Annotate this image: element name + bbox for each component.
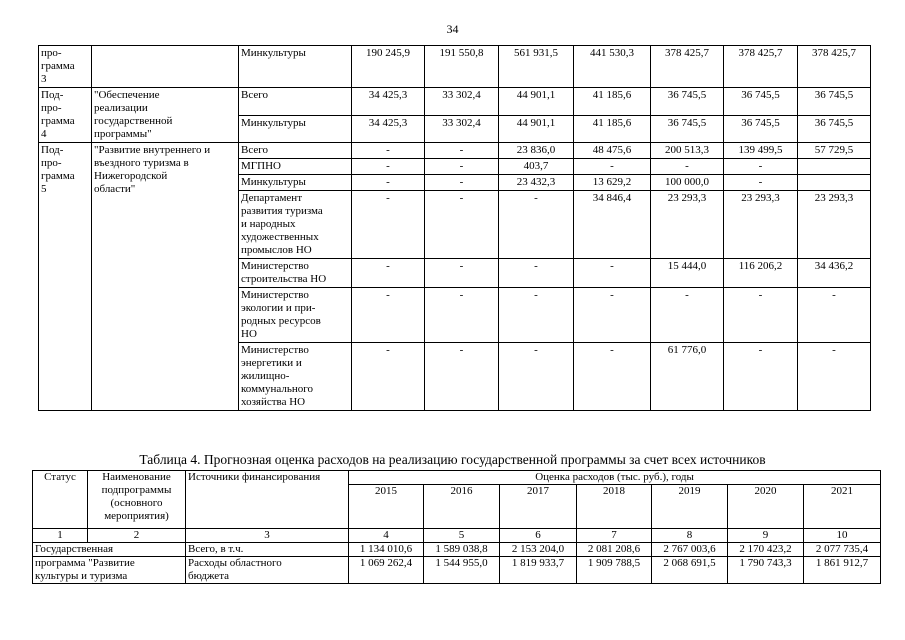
value-cell: 561 931,5: [499, 46, 574, 88]
value-cell: 36 745,5: [724, 88, 798, 116]
year-header: 2019: [652, 485, 728, 529]
page-number: 34: [446, 22, 459, 36]
value-cell: 36 745,5: [724, 115, 798, 143]
value-cell: 34 846,4: [574, 191, 651, 259]
value-cell: -: [425, 191, 499, 259]
table-row: [39, 88, 871, 116]
value-cell: -: [499, 288, 574, 343]
value-cell: 44 901,1: [499, 115, 574, 143]
value-cell: 61 776,0: [651, 343, 724, 411]
value-cell: 2 170 423,2: [728, 543, 804, 557]
value-cell: -: [425, 288, 499, 343]
value-cell: -: [798, 343, 871, 411]
value-cell: 403,7: [499, 159, 574, 175]
value-cell: -: [352, 175, 425, 191]
col-number: 5: [424, 529, 500, 543]
col-number: 8: [652, 529, 728, 543]
value-cell: 48 475,6: [574, 143, 651, 159]
value-cell: -: [574, 259, 651, 288]
value-cell: -: [352, 343, 425, 411]
value-cell: 2 153 204,0: [500, 543, 577, 557]
header-name: Наименование подпрограммы (основного мероприятия): [88, 471, 186, 529]
value-cell: 23 293,3: [798, 191, 871, 259]
value-cell: 2 068 691,5: [652, 557, 728, 584]
table-caption: Таблица 4. Прогнозная оценка расходов на реализацию государственной программы за счет всех источников: [139, 452, 766, 467]
value-cell: 41 185,6: [574, 115, 651, 143]
value-cell: 1 819 933,7: [500, 557, 577, 584]
col-number: 1: [33, 529, 88, 543]
header-status: Статус: [33, 471, 88, 529]
value-cell: -: [724, 288, 798, 343]
value-cell: -: [352, 288, 425, 343]
status-cell: программа "Развитие культуры и туризма: [33, 557, 186, 584]
value-cell: -: [651, 159, 724, 175]
value-cell: -: [724, 159, 798, 175]
value-cell: 100 000,0: [651, 175, 724, 191]
value-cell: -: [724, 175, 798, 191]
value-cell: 34 436,2: [798, 259, 871, 288]
value-cell: 2 767 003,6: [652, 543, 728, 557]
source-cell: Минкультуры: [239, 175, 352, 191]
year-header: 2021: [804, 485, 881, 529]
value-cell: 13 629,2: [574, 175, 651, 191]
value-cell: 378 425,7: [651, 46, 724, 88]
value-cell: -: [574, 288, 651, 343]
subprogram-name-cell: [92, 46, 239, 88]
table-row: [39, 143, 871, 159]
value-cell: 1 069 262,4: [349, 557, 424, 584]
value-cell: 15 444,0: [651, 259, 724, 288]
value-cell: -: [798, 288, 871, 343]
value-cell: -: [425, 175, 499, 191]
value-cell: 378 425,7: [798, 46, 871, 88]
value-cell: -: [425, 143, 499, 159]
source-cell: Расходы областного бюджета: [186, 557, 349, 584]
source-cell: МГПНО: [239, 159, 352, 175]
header-expenses: Оценка расходов (тыс. руб.), годы: [349, 471, 881, 485]
table-row: [39, 46, 871, 88]
value-cell: -: [574, 159, 651, 175]
value-cell: -: [724, 343, 798, 411]
source-cell: Минкультуры: [239, 46, 352, 88]
source-cell: Министерство энергетики и жилищно- коммунального хозяйства НО: [239, 343, 352, 411]
year-header: 2020: [728, 485, 804, 529]
value-cell: 23 293,3: [724, 191, 798, 259]
subprogram-funding-table: [38, 45, 871, 411]
source-cell: Всего, в т.ч.: [186, 543, 349, 557]
source-cell: Министерство строительства НО: [239, 259, 352, 288]
col-number: 3: [186, 529, 349, 543]
value-cell: 36 745,5: [798, 88, 871, 116]
source-cell: Минкультуры: [239, 115, 352, 143]
subprogram-name-cell: "Обеспечение реализации государственной программы": [92, 88, 239, 143]
value-cell: -: [425, 259, 499, 288]
col-number: 9: [728, 529, 804, 543]
value-cell: -: [352, 143, 425, 159]
value-cell: 36 745,5: [651, 115, 724, 143]
col-number: 4: [349, 529, 424, 543]
value-cell: 2 077 735,4: [804, 543, 881, 557]
col-number: 2: [88, 529, 186, 543]
value-cell: -: [425, 159, 499, 175]
value-cell: 41 185,6: [574, 88, 651, 116]
value-cell: 57 729,5: [798, 143, 871, 159]
value-cell: 1 909 788,5: [577, 557, 652, 584]
value-cell: [798, 175, 871, 191]
year-header: 2016: [424, 485, 500, 529]
value-cell: -: [499, 191, 574, 259]
source-cell: Департамент развития туризма и народных художественных промыслов НО: [239, 191, 352, 259]
value-cell: 139 499,5: [724, 143, 798, 159]
header-row: [33, 471, 881, 485]
source-cell: Министерство экологии и при- родных ресурсов НО: [239, 288, 352, 343]
col-number: 6: [500, 529, 577, 543]
value-cell: 378 425,7: [724, 46, 798, 88]
value-cell: -: [499, 343, 574, 411]
value-cell: 23 293,3: [651, 191, 724, 259]
value-cell: 1 589 038,8: [424, 543, 500, 557]
value-cell: 441 530,3: [574, 46, 651, 88]
value-cell: 1 861 912,7: [804, 557, 881, 584]
value-cell: 34 425,3: [352, 115, 425, 143]
value-cell: 200 513,3: [651, 143, 724, 159]
value-cell: -: [352, 159, 425, 175]
value-cell: 23 432,3: [499, 175, 574, 191]
value-cell: 34 425,3: [352, 88, 425, 116]
status-cell: Под- про- грамма 5: [39, 143, 92, 411]
value-cell: 23 836,0: [499, 143, 574, 159]
year-header: 2017: [500, 485, 577, 529]
value-cell: 116 206,2: [724, 259, 798, 288]
col-number: 10: [804, 529, 881, 543]
source-cell: Всего: [239, 143, 352, 159]
value-cell: 190 245,9: [352, 46, 425, 88]
value-cell: 33 302,4: [425, 88, 499, 116]
forecast-expenses-table: [32, 470, 881, 584]
table-row: [33, 543, 881, 557]
value-cell: -: [352, 191, 425, 259]
status-cell: Под- про- грамма 4: [39, 88, 92, 143]
value-cell: 33 302,4: [425, 115, 499, 143]
value-cell: -: [574, 343, 651, 411]
value-cell: 2 081 208,6: [577, 543, 652, 557]
value-cell: 44 901,1: [499, 88, 574, 116]
value-cell: 1 790 743,3: [728, 557, 804, 584]
subprogram-name-cell: "Развитие внутреннего и въездного туризма в Нижегородской области": [92, 143, 239, 411]
value-cell: 1 544 955,0: [424, 557, 500, 584]
value-cell: -: [425, 343, 499, 411]
year-header: 2018: [577, 485, 652, 529]
value-cell: -: [352, 259, 425, 288]
value-cell: -: [499, 259, 574, 288]
source-cell: Всего: [239, 88, 352, 116]
status-cell: про- грамма 3: [39, 46, 92, 88]
value-cell: 36 745,5: [798, 115, 871, 143]
table-row: [33, 557, 881, 584]
value-cell: 191 550,8: [425, 46, 499, 88]
value-cell: [798, 159, 871, 175]
year-header: 2015: [349, 485, 424, 529]
header-source: Источники финансирования: [186, 471, 349, 529]
col-number: 7: [577, 529, 652, 543]
value-cell: 36 745,5: [651, 88, 724, 116]
column-number-row: [33, 529, 881, 543]
status-cell: Государственная: [33, 543, 186, 557]
value-cell: -: [651, 288, 724, 343]
value-cell: 1 134 010,6: [349, 543, 424, 557]
